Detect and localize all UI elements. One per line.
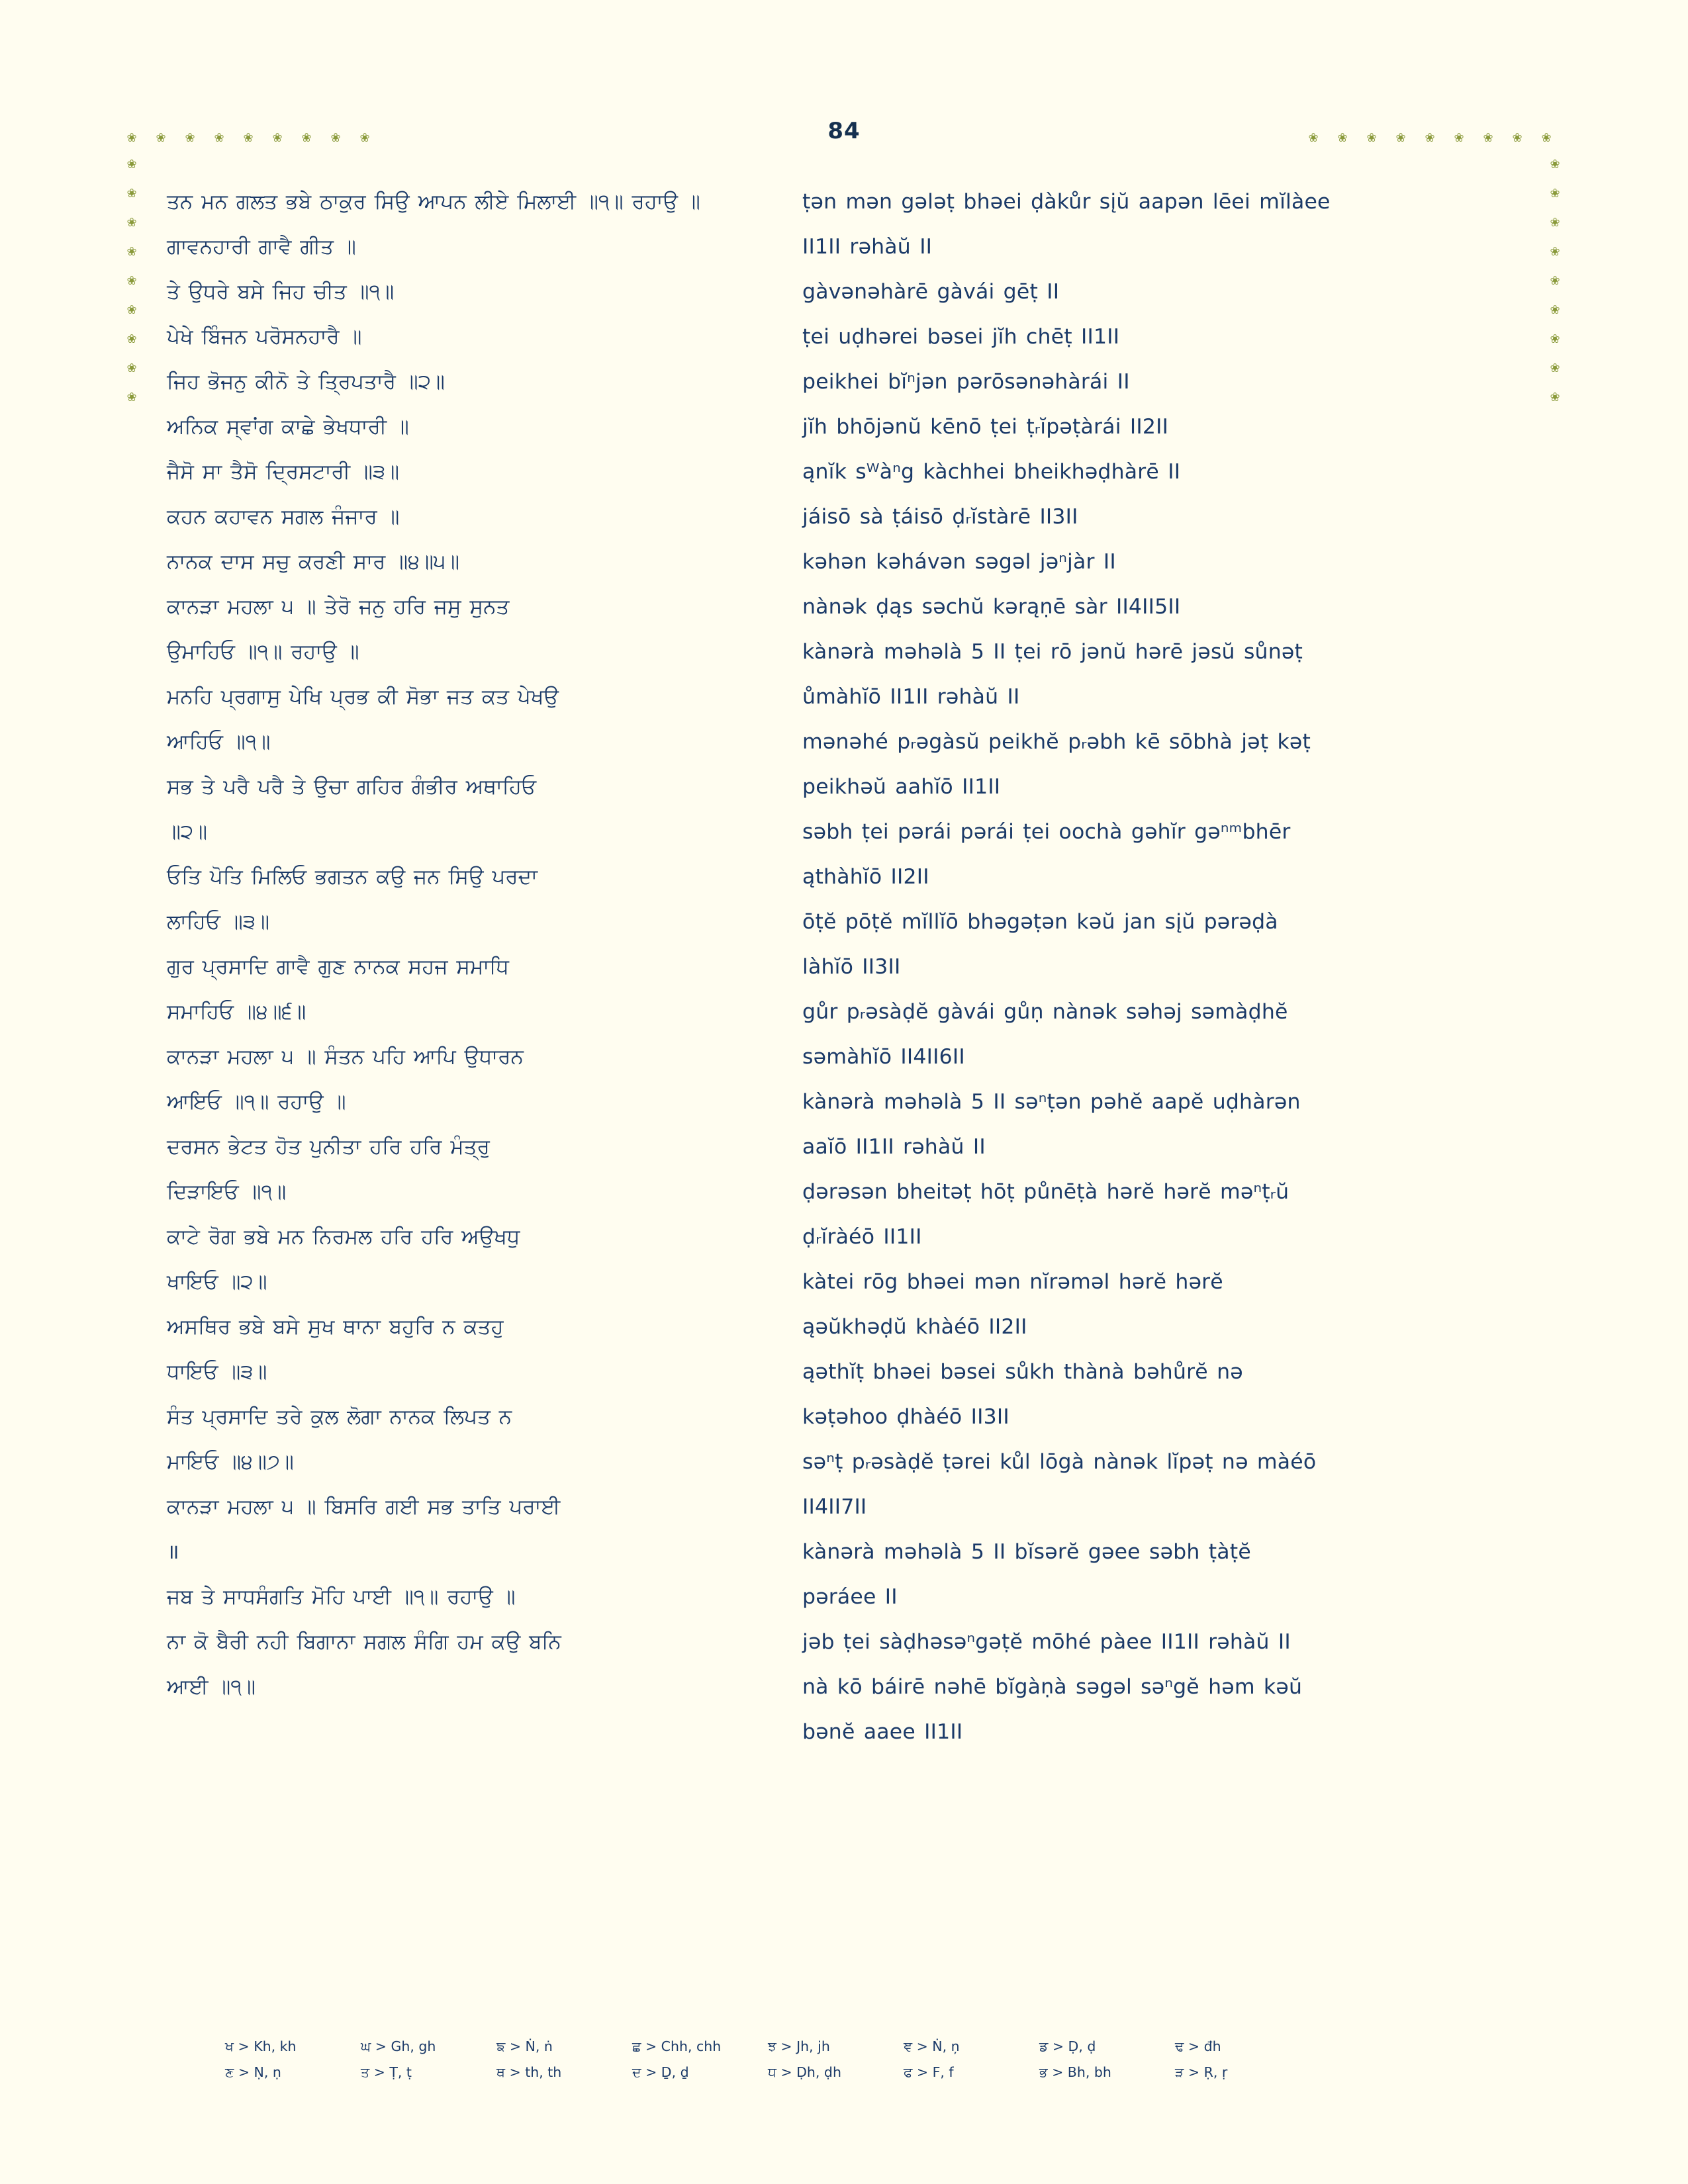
roman-line: kəhən kəhávən səgəl jəⁿjàr II [802,550,1116,574]
legend-row-1 [225,2038,1483,2055]
gurmukhi-line: ਪੇਖੇ ਬਿੰਜਨ ਪਰੋਸਨਹਾਰੈ ॥ [167,325,362,349]
legend-entry: ਖ > Kh, kh [225,2038,297,2054]
floret-icon: ❀ [1550,245,1560,259]
floret-icon: ❀ [1366,131,1377,145]
legend-entry: ਡ > Ḍ, ḍ [1039,2038,1096,2054]
gurmukhi-line: ਦਿੜਾਇਓ ॥੧॥ [167,1180,287,1204]
legend-entry: ਭ > Bh, bh [1039,2064,1111,2080]
transliteration-legend [225,2038,1483,2090]
floret-icon: ❀ [1550,332,1560,346]
roman-line: jĭh bhōjənŭ kēnō ṭei ṭᵣĭpəṭàrái II2II [802,415,1169,439]
roman-line: ḍərəsən bheitəṭ hōṭ půnēṭà hərĕ hərĕ məⁿṭᵣŭ [802,1180,1289,1204]
legend-entry: ਥ > th, th [496,2064,562,2080]
floret-icon: ❀ [185,131,195,145]
floret-icon: ❀ [1550,390,1560,404]
gurmukhi-line: ਮਨਹਿ ਪ੍ਰਗਾਸੁ ਪੇਖਿ ਪ੍ਰਭ ਕੀ ਸੋਭਾ ਜਤ ਕਤ ਪੇਖਉ [167,685,559,709]
gurmukhi-line: ਅਨਿਕ ਸ੍ਵਾਂਗ ਕਾਛੇ ਭੇਖਧਾਰੀ ॥ [167,415,409,439]
gurmukhi-line: ਆਈ ॥੧॥ [167,1675,256,1699]
gurmukhi-line: ॥ [167,1540,179,1564]
floret-icon: ❀ [126,332,137,346]
gurmukhi-line: ਲਾਹਿਓ ॥੩॥ [167,910,269,934]
gurmukhi-line: ਸੰਤ ਪ੍ਰਸਾਦਿ ਤਰੇ ਕੁਲ ਲੋਗਾ ਨਾਨਕ ਲਿਪਤ ਨ [167,1405,512,1429]
gurmukhi-line: ਕਾਨੜਾ ਮਹਲਾ ੫ ॥ ਬਿਸਰਿ ਗਈ ਸਭ ਤਾਤਿ ਪਰਾਈ [167,1495,561,1519]
floret-icon: ❀ [243,131,254,145]
legend-entry: ਣ > Ṇ, ṇ [225,2064,281,2080]
gurmukhi-line: ਗੁਰ ਪ੍ਰਸਾਦਿ ਗਾਵੈ ਗੁਣ ਨਾਨਕ ਸਹਜ ਸਮਾਧਿ [167,955,509,979]
floret-icon: ❀ [1512,131,1523,145]
roman-line: ṭei uḍhərei bəsei jĭh chēṭ II1II [802,325,1120,349]
gurmukhi-line: ਅਸਥਿਰ ਭਬੇ ਬਸੇ ਸੁਖ ਥਾਨਾ ਬਹੁਰਿ ਨ ਕਤਹੁ [167,1315,504,1339]
roman-line: kànərà məhəlà 5 II səⁿṭən pəhĕ aapĕ uḍhàrən [802,1090,1301,1114]
gurmukhi-line: ਓਤਿ ਪੋਤਿ ਮਿਲਿਓ ਭਗਤਨ ਕਉ ਜਨ ਸਿਉ ਪਰਦਾ [167,865,538,889]
gurmukhi-line: ਖਾਇਓ ॥੨॥ [167,1270,267,1294]
gurmukhi-line: ਕਾਨੜਾ ਮਹਲਾ ੫ ॥ ਸੰਤਨ ਪਹਿ ਆਪਿ ਉਧਾਰਨ [167,1045,524,1069]
floret-icon: ❀ [126,187,137,201]
roman-line: nà kō báirē nəhē bĭgàṇà səgəl səⁿgĕ həm kəŭ [802,1675,1303,1699]
floret-icon: ❀ [1550,187,1560,201]
floral-border-left [126,159,138,404]
roman-line: bənĕ aaee II1II [802,1720,963,1744]
gurmukhi-line: ਜਿਹ ਭੋਜਨੁ ਕੀਨੋ ਤੇ ਤ੍ਰਿਪਤਾਰੈ ॥੨॥ [167,370,445,394]
gurmukhi-line: ਕਾਨੜਾ ਮਹਲਾ ੫ ॥ ਤੇਰੋ ਜਨੁ ਹਰਿ ਜਸੁ ਸੁਨਤ [167,595,510,619]
floret-icon: ❀ [1483,131,1493,145]
roman-line: gůr pᵣəsàḍĕ gàvái gůṇ nànək səhəj səmàḍhĕ [802,1000,1288,1024]
floret-icon: ❀ [156,131,166,145]
floret-icon: ❀ [1550,274,1560,288]
legend-entry: ਢ > đh [1175,2038,1221,2054]
floret-icon: ❀ [126,158,137,171]
floret-icon: ❀ [1541,131,1552,145]
roman-line: kànərà məhəlà 5 II bĭsərĕ gəee səbh ṭàṭĕ [802,1540,1251,1564]
roman-line: səmàhĭō II4II6II [802,1045,965,1069]
floret-icon: ❀ [1395,131,1406,145]
roman-line: II1II rəhàŭ II [802,235,933,259]
roman-line: jáisō sà ṭáisō ḍᵣĭstàrē II3II [802,505,1078,529]
legend-entry: ਦ > Ḏ, ḏ [632,2064,689,2080]
gurmukhi-line: ਤੇ ਉਧਰੇ ਬਸੇ ਜਿਹ ਚੀਤ ॥੧॥ [167,280,395,304]
roman-line: làhĭō II3II [802,955,901,979]
legend-entry: ਝ > Jh, jh [768,2038,830,2054]
roman-line: ṭən mən gələṭ bhəei ḍàkůr sįŭ aapən lēei mĭlàee [802,190,1331,214]
roman-line: ąthàhĭō II2II [802,865,929,889]
floret-icon: ❀ [1550,158,1560,171]
page-number: 84 [827,118,861,144]
gurmukhi-line: ਤਨ ਮਨ ਗਲਤ ਭਬੇ ਠਾਕੁਰ ਸਿਉ ਆਪਨ ਲੀਏ ਮਿਲਾਈ ॥੧॥ ਰਹਾਉ ॥ [167,190,700,214]
floret-icon: ❀ [126,274,137,288]
floret-icon: ❀ [359,131,370,145]
floret-icon: ❀ [126,361,137,375]
floret-icon: ❀ [330,131,341,145]
legend-entry: ੜ > Ṛ, ṛ [1175,2064,1228,2080]
roman-line: kəṭəhoo ḍhàéō II3II [802,1405,1009,1429]
floret-icon: ❀ [272,131,283,145]
roman-line: ąnĭk sᵂàⁿg kàchhei bheikhəḍhàrē II [802,460,1181,484]
legend-entry: ਘ > Gh, gh [361,2038,436,2054]
floret-icon: ❀ [126,245,137,259]
floret-icon: ❀ [1550,361,1560,375]
legend-entry: ਙ > Ṅ, ṅ [496,2038,553,2054]
roman-line: kànərà məhəlà 5 II ṭei rō jənŭ hərē jəsŭ sůnəṭ [802,640,1303,664]
gurmukhi-line: ਉਮਾਹਿਓ ॥੧॥ ਰਹਾਉ ॥ [167,640,359,664]
roman-line: ůmàhĭō II1II rəhàŭ II [802,685,1020,709]
gurmukhi-line: ਜੈਸੋ ਸਾ ਤੈਸੋ ਦ੍ਰਿਸਟਾਰੀ ॥੩॥ [167,460,400,484]
legend-row-2 [225,2064,1483,2081]
legend-entry: ਫ > F, f [904,2064,954,2080]
floret-icon: ❀ [126,216,137,230]
roman-line: II4II7II [802,1495,867,1519]
floret-icon: ❀ [301,131,312,145]
gurmukhi-line: ਜਬ ਤੇ ਸਾਧਸੰਗਤਿ ਮੋਹਿ ਪਾਈ ॥੧॥ ਰਹਾਉ ॥ [167,1585,516,1609]
roman-line: ōṭĕ pōṭĕ mĭllĭō bhəgəṭən kəŭ jan sįŭ pərəḍà [802,910,1278,934]
legend-entry: ਞ > Ṅ, ņ [904,2038,960,2054]
floret-icon: ❀ [1337,131,1348,145]
floret-icon: ❀ [1550,216,1560,230]
gurmukhi-line: ॥੨॥ [167,820,208,844]
floral-border-right [1549,159,1561,404]
gurmukhi-line: ਕਾਟੇ ਰੋਗ ਭਬੇ ਮਨ ਨਿਰਮਲ ਹਰਿ ਹਰਿ ਅਉਖਧੁ [167,1225,520,1249]
gurmukhi-line: ਗਾਵਨਹਾਰੀ ਗਾਵੈ ਗੀਤ ॥ [167,235,356,259]
gurmukhi-line: ਦਰਸਨ ਭੇਟਤ ਹੋਤ ਪੁਨੀਤਾ ਹਰਿ ਹਰਿ ਮੰਤ੍ਰੁ [167,1135,490,1159]
roman-line: peikhei bĭⁿjən pərōsənəhàrái II [802,370,1130,394]
floret-icon: ❀ [126,131,137,145]
floret-icon: ❀ [214,131,224,145]
gurmukhi-line: ਸਭ ਤੇ ਪਰੈ ਪਰੈ ਤੇ ਉਚਾ ਗਹਿਰ ਗੰਭੀਰ ਅਥਾਹਿਓ [167,775,537,799]
gurmukhi-line: ਨਾ ਕੋ ਬੈਰੀ ਨਹੀ ਬਿਗਾਨਾ ਸਗਲ ਸੰਗਿ ਹਮ ਕਉ ਬਨਿ [167,1630,561,1654]
text-columns [167,187,1530,1762]
roman-line: peikhəŭ aahĭō II1II [802,775,1001,799]
roman-line: aaĭō II1II rəhàŭ II [802,1135,986,1159]
gurmukhi-line: ਸਮਾਹਿਓ ॥੪॥੬॥ [167,1000,306,1024]
gurmukhi-line: ਮਾਇਓ ॥੪॥੭॥ [167,1450,294,1474]
gurmukhi-line: ਕਹਨ ਕਹਾਵਨ ਸਗਲ ਜੰਜਾਰ ॥ [167,505,400,529]
roman-line: kàtei rōg bhəei mən nĭrəməl hərĕ hərĕ [802,1270,1223,1294]
floret-icon: ❀ [1308,131,1319,145]
roman-line: səⁿṭ pᵣəsàḍĕ ṭərei kůl lōgà nànək lĭpəṭ nə màéō [802,1450,1317,1474]
roman-line: ąəthĭṭ bhəei bəsei sůkh thànà bəhůrĕ nə [802,1360,1243,1384]
roman-line: nànək ḍąs səchŭ kərąṇē sàr II4II5II [802,595,1181,619]
legend-entry: ਛ > Chh, chh [632,2038,722,2054]
roman-line: ḍᵣĭràéō II1II [802,1225,922,1249]
gurmukhi-line: ਆਹਿਓ ॥੧॥ [167,730,271,754]
roman-line: jəb ṭei sàḍhəsəⁿgəṭĕ mōhé pàee II1II rəhàŭ II [802,1630,1291,1654]
roman-line: ąəŭkhəḍŭ khàéō II2II [802,1315,1027,1339]
legend-entry: ਧ > Ḍh, ḍh [768,2064,841,2080]
floret-icon: ❀ [126,390,137,404]
floret-icon: ❀ [1454,131,1464,145]
gurmukhi-line: ਨਾਨਕ ਦਾਸ ਸਚੁ ਕਰਣੀ ਸਾਰ ॥੪॥੫॥ [167,550,460,574]
gurmukhi-line: ਆਇਓ ॥੧॥ ਰਹਾਉ ॥ [167,1090,346,1114]
gurmukhi-line: ਧਾਇਓ ॥੩॥ [167,1360,267,1384]
floret-icon: ❀ [126,303,137,317]
floret-icon: ❀ [1425,131,1435,145]
roman-line: gàvənəhàrē gàvái gēṭ II [802,280,1060,304]
roman-line: səbh ṭei pərái pərái ṭei oochà gəhĭr gəⁿᵐbhēr [802,820,1291,844]
floret-icon: ❀ [1550,303,1560,317]
roman-line: mənəhé pᵣəgàsŭ peikhĕ pᵣəbh kē sōbhà jəṭ kəṭ [802,730,1311,754]
legend-entry: ਤ > Ṭ, ṭ [361,2064,412,2080]
gurmukhi-column [167,187,789,1762]
roman-transliteration-column [789,187,1530,1762]
roman-line: pəráee II [802,1585,898,1609]
